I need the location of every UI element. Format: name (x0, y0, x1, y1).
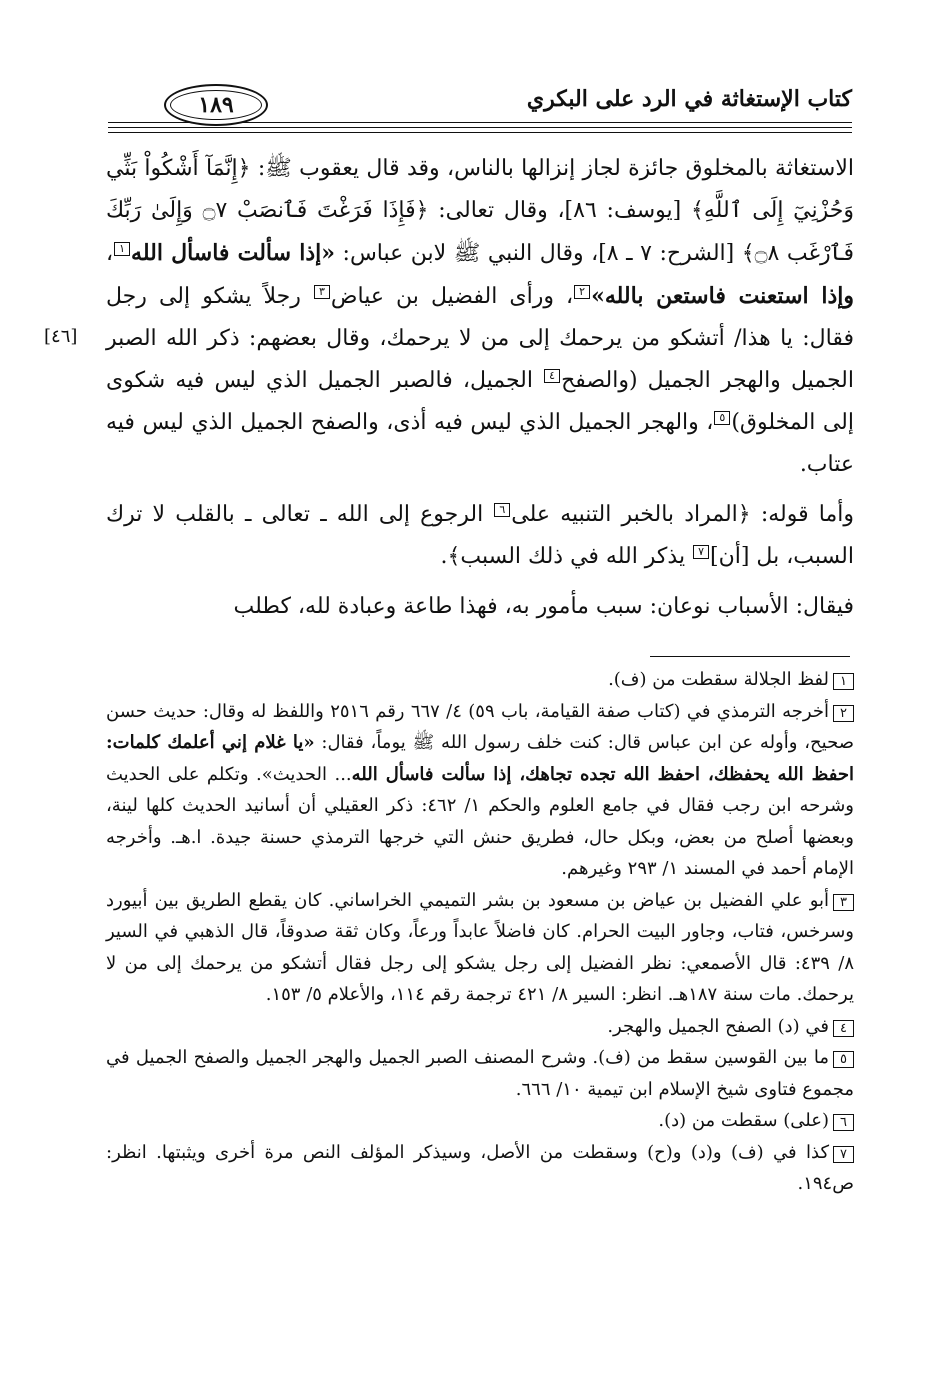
footnote-5 (106, 1042, 854, 1105)
footnote-mark: ١ (833, 673, 854, 690)
footnote-text: أبو علي الفضيل بن عياض بن مسعود بن بشر التميمي الخراساني. كان يقطع الطريق بين أبيورد وسرخس، فتاب، وجاور البيت الحرام. كان فاضلاً عابداً ورعاً، وكان ثقة صدوقاً، قال الذهبي في السير ٨/ ٤٣٩: قال الأصمعي: نظر الفضيل إلى رجل يشكو إلى رجل فقال أتشكو من يرحمك إلى من لا يرحمك. مات سنة ١٨٧هـ. انظر: السير ٨/ ٤٢١ ترجمة رقم ١١٤، والأعلام ٥/ ١٥٣. (106, 889, 854, 1005)
folio-marker: [٤٦] (44, 326, 78, 347)
footnotes (106, 664, 854, 1200)
footnote-text: ما بين القوسين سقط من (ف). وشرح المصنف الصبر الجميل والهجر الجميل والصفح الجميل في مجموع فتاوى شيخ الإسلام ابن تيمية ١٠/ ٦٦٦. (106, 1047, 854, 1100)
footnote-mark: ٦ (833, 1114, 854, 1131)
footnote-text: لفظ الجلالة سقطت من (ف). (608, 669, 830, 690)
footnote-ref[interactable]: ٦ (494, 503, 510, 517)
paragraph-2 (106, 494, 854, 578)
footnote-6 (106, 1105, 854, 1137)
footnote-3 (106, 885, 854, 1011)
footnote-text: (على) سقطت من (د). (658, 1110, 830, 1131)
text-run: الاستغاثة بالمخلوق جائزة لجاز إنزالها بالناس، وقد قال يعقوب ﷺ: ﴿إِنَّمَآ أَشْكُواْ بَثِّي وَحُزْنِيٓ إِلَى ٱللَّهِ﴾ [يوسف: ٨٦]، وقال تعالى: ﴿فَإِذَا فَرَغْتَ فَٱنصَبْ ۝٧ وَإِلَىٰ رَبِّكَ فَٱرْغَب ۝٨﴾ [الشرح: ٧ ـ ٨]، وقال النبي ﷺ لابن عباس: (106, 156, 855, 266)
footnote-ref[interactable]: ٣ (314, 285, 330, 299)
header-rule (108, 127, 852, 128)
text-run: ، (106, 241, 114, 266)
footnote-ref[interactable]: ٧ (693, 545, 709, 559)
footnote-ref[interactable]: ٢ (574, 285, 590, 299)
book-title: كتاب الإستغاثة في الرد على البكري (526, 86, 852, 112)
text-run: وأما قوله: ﴿المراد بالخبر التنبيه على (511, 502, 854, 527)
footnote-2 (106, 696, 854, 885)
footnote-4 (106, 1011, 854, 1043)
main-text (106, 148, 854, 628)
footnote-separator (650, 656, 850, 657)
text-run: ، ورأى الفضيل بن عياض (330, 284, 574, 309)
footnote-text: كذا في (ف) و(د) و(ح) وسقطت من الأصل، وسيذكر المؤلف النص مرة أخرى ويثبتها. انظر: ص١٩٤. (106, 1141, 854, 1194)
footnote-ref[interactable]: ١ (114, 242, 130, 256)
page-header (108, 78, 852, 140)
footnote-text: في (د) الصفح الجميل والهجر. (607, 1015, 830, 1037)
text-run: الجميل، فالصبر الجميل الذي ليس فيه شكوى إلى المخلوق) (106, 368, 854, 435)
header-rule (108, 132, 852, 133)
hadith-text: «يا غلام إني أعلمك كلمات: احفظ الله يحفظك، احفظ الله تجده تجاهك، إذا سألت فاسأل الله (106, 732, 855, 785)
footnote-text: أخرجه الترمذي في (كتاب صفة القيامة، باب ٥٩) ٤/ ٦٦٧ رقم ٢٥١٦ واللفظ له وقال: حديث حسن صحيح، وأوله عن ابن عباس قال: كنت خلف رسول الله ﷺ يوماً، فقال: (106, 700, 854, 753)
paragraph-1 (106, 148, 854, 486)
text-run: رجلاً يشكو إلى رجل فقال: يا هذا/ أتشكو من يرحمك إلى من لا يرحمك، وقال بعضهم: ذكر الله الصبر الجميل والهجر الجميل (والصفح (106, 284, 854, 393)
footnote-ref[interactable]: ٥ (714, 411, 730, 425)
hadith-text: «إذا سألت فاسأل الله (131, 240, 336, 266)
footnote-ref[interactable]: ٤ (544, 369, 560, 383)
paragraph-3: فيقال: الأسباب نوعان: سبب مأمور به، فهذا طاعة وعبادة لله، كطلب (233, 594, 854, 619)
footnote-mark: ٣ (833, 894, 854, 911)
footnote-text: ... الحديث». وتكلم على الحديث وشرحه ابن رجب فقال في جامع العلوم والحكم ١/ ٤٦٢: ذكر العقيلي أن أسانيد الحديث كلها لينة، وبعضها أصلح من بعض، وبكل حال، فطريق حنش التي خرجها الترمذي حسنة جيدة. ا.هـ. وأخرجه الإمام أحمد في المسند ١/ ٢٩٣ وغيرهم. (106, 763, 854, 879)
footnote-1 (106, 664, 854, 696)
page-number: ١٨٩ (198, 92, 234, 118)
page-number-badge (164, 84, 268, 126)
footnote-mark: ٧ (833, 1146, 854, 1163)
footnote-mark: ٥ (833, 1051, 854, 1068)
text-run: ، والهجر الجميل الذي ليس فيه أذى، والصفح الجميل الذي ليس فيه عتاب. (106, 410, 854, 477)
footnote-7 (106, 1137, 854, 1200)
text-run: الرجوع إلى الله ـ تعالى ـ بالقلب لا ترك السبب، بل [أن] (106, 502, 854, 569)
hadith-text: وإذا استعنت فاستعن بالله» (591, 283, 855, 309)
footnote-mark: ٤ (833, 1020, 854, 1037)
text-run: يذكر الله في ذلك السبب﴾. (440, 544, 693, 569)
footnote-mark: ٢ (833, 705, 854, 722)
